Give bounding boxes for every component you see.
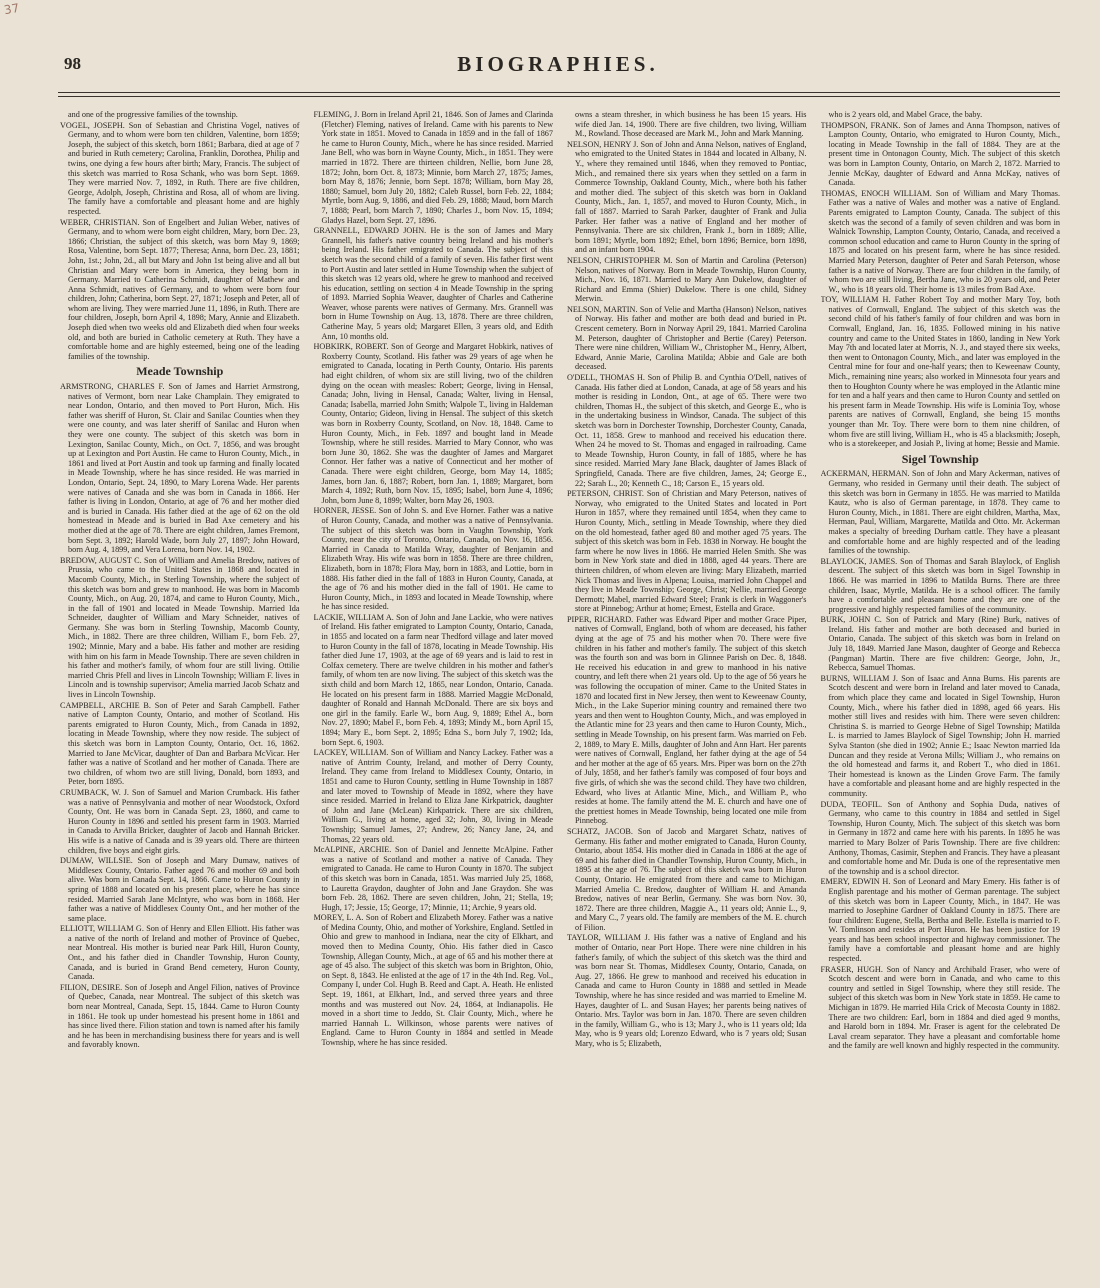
entry-text: Son of Martin and Carolina (Peterson) Nelson, natives of Norway. Born in Meade Township, Huron County, Mich., Nov. 16, 1871. Married to Mary Ann Dukelow, daughter of Richard and Emma (Shier) Dukelow. There is one child, Sidney Merwin.: [575, 255, 807, 304]
entry-name: FRASER, HUGH.: [820, 964, 883, 974]
section-heading: Sigel Township: [901, 451, 979, 466]
entry-name: LACKEY, WILLIAM.: [313, 748, 389, 758]
entry-text: owns a steam thresher, in which business he has been 15 years. His wife died Jan. 14, 1900. There are five children, two living, William M., Rowland. Those deceased are Mark M., John and Mark Manning.: [575, 110, 807, 139]
entry-name: DUMAW, WILLSIE.: [60, 856, 133, 866]
entry-text: Son of Henry and Ellen Elliott. His father was a native of the north of Ireland and mother of Province of Quebec, near Montreal. His mother is buried near Park Hill, Huron County, Ont., and his father died in Chandler Township, Huron County, Canada, and is buried in Grand Bend cemetery, Huron County, Canada.: [68, 924, 300, 982]
entry-text: Son of Philip B. and Cynthia O'Dell, natives of Canada. His father died at London, Canada, at age of 58 years and his mother is residing in London, Ont., at age of 65. There were two children, Thomas H., the subject of this sketch, and George E., who is in the undertaking business in Windsor, Canada. The subject of this sketch was born in Dorchester Township, Dorchester County, Canada, Oct. 11, 1858. Grew to manhood and received his education there. When 24 he moved to St. Thomas and engaged in railroading. Came to Meade Township, Huron County, in fall of 1885, where he has since resided. Married Mary Jane Black, daughter of James Black of Springfield, Canada. There are five children, James, 24; George E., 22; Sarah L., 20; Kenneth C., 18; Carson E., 15 years old.: [575, 373, 807, 488]
biography-entry: [314, 913, 554, 1047]
entry-name: TAYLOR, WILLIAM J.: [567, 933, 650, 943]
entry-name: WEBER, CHRISTIAN.: [60, 217, 140, 227]
entry-name: DUDA, TEOFIL.: [820, 799, 883, 809]
entry-name: LACKIE, WILLIAM A.: [313, 612, 394, 622]
biography-entry: [821, 295, 1061, 449]
entry-name: MOREY, L. A.: [313, 913, 364, 923]
biography-entry: [60, 382, 300, 555]
entry-name: BREDOW, AUGUST C.: [60, 555, 142, 565]
biography-entry: [821, 674, 1061, 799]
entry-text: Son of Anthony and Sophia Duda, natives of Germany, who came to this country in 1884 and settled in Sigel Township, Huron County, Mich. The subject of this sketch was born in Germany in 1872 and came here with his parents. In 1895 he was married to Mary Bolzer of Paris Township. There are five children: Anthony, Thomas, Casimir, Stephen and Francis. They have a pleasant and comfortable home and Mr. Duda is one of the representative men of the township and is a school director.: [828, 799, 1060, 876]
biography-entry: [60, 218, 300, 362]
page-header: [58, 48, 1058, 88]
entry-name: GRANNELL, EDWARD JOHN.: [313, 226, 427, 236]
entry-name: FLEMING, J.: [313, 110, 360, 119]
handwritten-mark: 37: [2, 0, 21, 18]
entry-text: Born in Ireland April 21, 1846. Son of James and Clarinda (Fletcher) Fleming, natives of Ireland. Came with his parents to New York state in 1851. Moved to Canada in 1859 and in the fall of 1867 he came to Huron County, Mich., where he has since resided. Married Jane Bell, who was born in Wayne County, Mich., in 1851. They were married in 1872. There are thirteen children, Nellie, born June 28, 1872; John, born Oct. 8, 1873; Minnie, born March 27, 1875; James, born May 8, 1876; Jennie, born Sept. 1878; William, born May 28, 1880; Samuel, born July 20, 1882; Caleb Russel, born Feb. 22, 1884; Myrtle, born Aug. 9, 1886, and died Feb. 29, 1888; Maud, born March 7, 1888; Pearl, born March 7, 1890; Charles J., born Nov. 15, 1894; Gladys Hazel, born Sept. 27, 1896.: [321, 110, 553, 225]
entry-text: Son of Nancy and Archibald Fraser, who were of Scotch descent and were born in Canada, and who came to this country and settled in Sigel Township, where they still reside. The subject of this sketch was born in New York state in 1859. He came to Michigan in 1879. He married Hila Crick of Mecosta County in 1882. There are two children: Earl, born in 1884 and died aged 9 months, and Harold born in 1894. Mr. Fraser is agent for the celebrated De Laval cream separator. They have a pleasant and comfortable home and the family are well known and highly respected in the community.: [828, 964, 1060, 1051]
biography-entry: [60, 701, 300, 787]
entry-text: Son of William and Amelia Bredow, natives of Prussia, who came to the United States in 1868 and located in Macomb County, Mich., in Sterling Township, where the subject of this sketch was born and grew to manhood. He was born in Macomb County, Mich., on Aug. 20, 1874, and came to Huron County, Mich., in the fall of 1901 and located in Meade Township. Married Ida Schneider, daughter of William and Mary Schneider, natives of Germany. She was born in Sterling Township, Macomb County, Mich., in 1882. There are three children, William F., born Feb. 27, 1902; Minnie, Mary and a babe. His father and mother are residing with him on his farm in Meade Township. There are seven children in his father and mother's family, of whom four are still living. Ottilie married Chris Pfell and lives in Lincoln Township; William F. lives in Lincoln and is township supervisor; Amelia married Jacob Schatz and lives in Lincoln Township.: [68, 555, 300, 700]
biography-entry: [821, 121, 1061, 188]
entry-name: EMERY, EDWIN H.: [820, 877, 891, 887]
entry-name: PETERSON, CHRIST.: [567, 489, 644, 499]
entry-text: Son of Jacob and Margaret Schatz, natives of Germany. His father and mother emigrated to Canada, Huron County, Ontario, about 1854. His mother died in Canada in 1886 at the age of 69 and his father died in Chandler Township, Huron County, Mich., in 1895 at the age of 76. The subject of this sketch was born in Huron County, Ontario. He emigrated from there and came to Michigan. Married Amelia C. Bredow, daughter of William H. and Amanda Bredow, natives of near Berlin, Germany. She was born Nov. 30, 1872. There are three children, Maggie A., 11 years old; Annie L., 9, and Mary C., 7 years old. The family are members of the M. E. church of Filion.: [575, 826, 807, 932]
entry-text: Son of Peter and Sarah Campbell. Father native of Lampton County, Ontario, and mother of Scotland. His parents emigrated to Huron County, Mich., from Canada in 1892, locating in Meade Township, where they now reside. The subject of this sketch was born in Lampton County, Ontario, Oct. 16, 1862. Married to Jane McVicar, daughter of Dan and Barbara McVicar. Her father was a native of Scotland and her mother of Canada. There are two children, of whom two are still living, Donald, born 1893, and Peter, born 1895.: [68, 700, 300, 787]
entry-name: O'DELL, THOMAS H.: [567, 373, 645, 383]
biography-entry: [314, 613, 554, 747]
biography-entry: [821, 110, 1061, 120]
biography-entry: [567, 615, 807, 826]
entry-text: Son of Sebastian and Christina Vogel, natives of Germany, and to whom were born ten children, Valentine, born 1859; Joseph, the subject of this sketch, born 1861; Barbara, died at age of 7 and buried in Ruth cemetery; Carolina, Franklin, Dorothea, Philip and twins, one dying a few hours after birth; Mary, Francis. The subject of this sketch was married to Rosa Schank, who was born Sept. 1869. They were married Nov. 7, 1892, in Ruth. There are five children, George, Adolph, Joseph, Christina and Rosa, all of whom are living. The family have a comfortable and pleasant home and are highly respected.: [68, 120, 300, 216]
entry-name: NELSON, MARTIN.: [567, 304, 638, 314]
biography-entry: [60, 924, 300, 982]
biography-entry: [60, 121, 300, 217]
entry-text: Son of Leonard and Mary Emery. His father is of English parentage and his mother of German parentage. The subject of this sketch was born in Lapeer County, Mich., in 1847. He was married to Josephine Gardner of Oakland County in 1875. There are four children: Eugene, Stella, Bertha and Belle. Estella is married to F. W. Tomlinson and resides at Port Huron. He has been justice for 19 years and has been school inspector and highway commissioner. The family have a comfortable and pleasant home and are highly respected.: [828, 877, 1060, 964]
biography-entry: [314, 342, 554, 505]
biography-entry: [314, 845, 554, 912]
column-3: [567, 110, 807, 1280]
biography-entry: [821, 877, 1061, 963]
biography-entry: [60, 556, 300, 700]
biography-entry: [567, 489, 807, 614]
biography-entry: [821, 557, 1061, 615]
entry-text: Son of John and Mary Ackerman, natives of Germany, who resided in Germany until their death. The subject of this sketch was born in Germany in 1855. He was married to Matilda Kautz, who is also of German parentage, in 1878. They came to Huron County, Mich., in 1881. There are eight children, Martha, Max, Herman, Paul, William, Margarette, Matilda and Otto. Mr. Ackerman makes a specialty of breeding Durham cattle. They have a pleasant and comfortable home and are highly respected and of the leading families of the township.: [828, 469, 1060, 556]
biography-entry: [821, 965, 1061, 1051]
page-number: 98: [64, 54, 81, 73]
entry-name: TOY, WILLIAM H.: [820, 295, 891, 305]
biography-entry: [314, 226, 554, 341]
entry-text: Son of John and Anna Nelson, natives of England, who emigrated to the United States in 1844 and located in Albany, N. Y., where they remained until 1846, when they removed to Pontiac, Mich., and remained there six years when they settled on a farm in Commerce Township, Oakland County, Mich., where both his father and mother died. The subject of this sketch was born in Oakland County, Mich., Jan. 1, 1857, and moved to Huron County, Mich., in fall of 1887. Married to Sarah Parker, daughter of Frank and Julia Parker. Her father was a native of England and her mother of Pennsylvania. There are six children, Frank J., born in 1889; Allie, born 1891; Myrtle, born 1892; Ethel, born 1896; Bernice, born 1898, and an infant born 1904.: [575, 139, 807, 255]
entry-name: NELSON, CHRISTOPHER M.: [567, 255, 673, 265]
entry-text: Son of William and Nancy Lackey. Father was a native of Antrim County, Ireland, and mother of Derry County, Ireland. They came from Ireland to Middlesex County, Ontario, in 1851 and came to Huron County, settling in Hume Township in 1887 and later moved to Township of Meade in 1892, where they have since resided. Married in Ireland to Eliza Jane Kirkpatrick, daughter of John and Jane (McLean) Kirkpatrick. There are six children, William G., living at home, aged 32; John, 30, living in Meade Township; Samuel James, 27; Andrew, 26; Nancy Jane, 24, and Thomas, 22 years old.: [321, 748, 553, 844]
entry-name: ACKERMAN, HERMAN.: [820, 469, 910, 479]
column-2: [314, 110, 554, 1280]
entry-text: Son of Samuel and Marion Crumback. His father was a native of Pennsylvania and mother of near Woodstock, Oxford County, Ont. He was born in Canada Sept. 23, 1860, and came to Huron County in 1896 and settled his present farm in 1903. Married in Canada to Arvilla Bricker, daughter of Jacob and Hannah Bricker. His wife is a native of Canada and is 39 years old. There are thirteen children, five boys and eight girls.: [68, 787, 300, 855]
entry-text: His father was a native of England and his mother of Ontario, near Port Hope. There were nine children in his father's family, of which the subject of this sketch was the third and was born near St. Thomas, Middlesex County, Ontario, Canada, on Aug. 27, 1866. He grew to manhood and received his education in Canada and came to Huron County in 1888 and settled in Meade Township, where he has since resided and was married to Emeline M. Hayes, daughter of L. and Susan Hayes; her parents being natives of Ontario. Mrs. Taylor was born in Jan. 1870. There are seven children in the family, William G., who is 13; Mary J., who is 11 years old; Ida May, who is 9 years old; Lorenzo Edward, who is 7 years old; Susan Mary, who is 5; Elizabeth,: [575, 933, 807, 1048]
biography-entry: [314, 748, 554, 844]
biography-entry: [821, 615, 1061, 673]
biography-entry: [60, 983, 300, 1050]
entry-text: Son of Joseph and Angel Filion, natives of Province of Quebec, Canada, near Montreal. The subject of this sketch was born near Montreal, Canada, Sept. 15, 1844. Came to Huron County in 1861. He took up under homestead his present home in 1861 and has since lived there. Filion station and town is named after his family and he has been in merchandising business there for years and is well and favorably known.: [68, 982, 300, 1050]
entry-text: Son of William and Mary Thomas. Father was a native of Wales and mother was a native of England. Parents emigrated to Lampton County, Canada. The subject of this sketch was the second of a family of seven children and was born in Walnick Township, Lampton County, Ontario, Canada, and received a common school education and came to Huron County in the spring of 1875 and located on his present farm, where he has since resided. Married Mary Peterson, daughter of Peter and Sarah Peterson, whose father is a native of Norway. There are four children in the family, of whom two are still living, Bertha Jane, who is 20 years old, and Peter W., who is 18 years old. Their home is 13 miles from Bad Axe.: [828, 188, 1060, 294]
biography-entry: [60, 110, 300, 120]
entry-name: SCHATZ, JACOB.: [567, 826, 633, 836]
entry-text: Son of Daniel and Jennette McAlpine. Father was a native of Scotland and mother a native of Canada. They emigrated to Canada. He came to Huron County in 1870. The subject of this sketch was born in Canada, 1851. Was married July 25, 1868, to Lauretta Graydon, daughter of John and Jane Graydon. She was born Feb. 28, 1862. There are seven children, John, 21; Stella, 19; Hugh, 17; Jessie, 15; George, 17; Minnie, 11; Archie, 9 years old.: [321, 845, 553, 912]
header-rule-thin: [58, 96, 1060, 97]
entry-text: Son of John S. and Eve Horner. Father was a native of Huron County, Canada, and mother was a native of Pennsylvania. The subject of this sketch was born in Vaughn Township, York County, near the city of Toronto, Ontario, Canada, on Nov. 16, 1856. Married in Canada to Matilda Wray, daughter of Benjamin and Elizabeth Wray. His wife was born in 1858. There are three children, Elizabeth, born in 1878; Flora May, born in 1883, and Lottie, born in 1888. His father died in the fall of 1883 in Huron County, Canada, at the age of 76 and his mother died in the fall of 1901. He came to Huron County, Mich., in 1893 and located in Meade Township, where he has since resided.: [321, 506, 553, 612]
biography-entry: [567, 256, 807, 304]
biography-entry: [60, 856, 300, 923]
entry-name: McALPINE, ARCHIE.: [313, 845, 392, 855]
entry-text: Son of Thomas and Sarah Blaylock, of English descent. The subject of this sketch was born in Sigel Township in 1866. He was married in 1896 to Matilda Burns. There are three children, Isaac, Myrtle, Matilda. He is a school officer. The family have a comfortable and pleasant home and they are one of the progressive and highly respected families of the community.: [828, 556, 1060, 614]
entry-text: Son of Engelbert and Julian Weber, natives of Germany, and to whom were born eight children, Mary, born Dec. 23, 1866; Christian, the subject of this sketch, was born May 9, 1869; Rosa, Valentine, born Sept. 1877; Theresa; Anna, born Dec. 23, 1881; John, 1st.; John, 2d., all but Mary and John 1st being alive and all but Christian and Mary were born in America, they being born in Germany. Married to Catherina Schmidt, daughter of Mathew and Anna Schmidt, natives of Germany, and to whom were born four children, John; Catherina, born Sept. 27, 1871; Joseph and Peter, all of whom are living. They were married June 11, 1896, in Ruth. There are four children, Joseph, born April 4, 1898; Mary, Annie and Elizabeth. Joseph died when two weeks old and Elizabeth died when four weeks old, and both are buried in Catholic cemetery at Ruth. They have a comfortable home and are highly esteemed, being one of the leading families of the township.: [68, 217, 300, 361]
entry-name: THOMAS, ENOCH WILLIAM.: [820, 188, 932, 198]
biography-entry: [821, 189, 1061, 295]
biography-entry: [567, 140, 807, 255]
entry-text: Son of Robert and Elizabeth Morey. Father was a native of Medina County, Ohio, and mother of Yorkshire, England. Settled in Ohio and grew to manhood in Indiana, near the city of Elkhart, and moved then to Medina County, Ohio. His father died in Casco Township, Allegan County, Mich., at age of 65 and his mother there at age of 45 also. The subject of this sketch was born in Brighton, Ohio, on Sept. 8, 1843. He enlisted at the age of 17 in the 4th Ind. Reg. Vol., Company I, under Col. Hugh B. Reed and Capt. A. Heath. He enlisted Sept. 19, 1861, at Elkhart, Ind., and served three years and three months and was mustered out Nov. 24, 1864, at Indianapolis. He moved in a short time to Jeddo, St. Clair County, Mich., where he married Hannah L. Wilkinson, whose parents were natives of England. Came to Huron County in 1884 and settled in Meade Township, where he has since resided.: [321, 913, 553, 1047]
entry-text: Son of James and Anna Thompson, natives of Lampton County, Ontario, who emigrated to Huron County, Mich., locating in Meade Township in the fall of 1884. They are at the present time in Ontonagon County, Mich. The subject of this sketch was born in Lampton County, Ontario, on March 2, 1872. Married to Jennie McKay, daughter of Edward and Anna McKay, natives of Canada.: [828, 120, 1060, 188]
biography-entry: [567, 110, 807, 139]
entry-text: Son of Patrick and Mary (Rine) Burk, natives of Ireland. His father and mother are both deceased and buried in Ontario, Canada. The subject of this sketch was born in Ireland on July 18, 1849. Married Jane Mason, daughter of George and Rebecca (Pangman) Martin. There are five children: George, John, Jr., Rebecca, Samuel Thomas.: [828, 615, 1060, 673]
entry-name: NELSON, HENRY J.: [567, 139, 639, 149]
entry-text: Son of George and Margaret Hobkirk, natives of Roxberry County, Scotland. His father was 29 years of age when he emigrated to Canada, locating in Perth County, Ontario. His parents had eight children, of whom six are still living, two of the children dying on the ocean with measles: Robert; George, living in Hensal, Canada; John, living in Hensal, Canada; Walter, living in Hensal, Canada; Isabella, married John Smith; Walpole T., living in Haldeman County, Ontario; Gideon, living in Hensal. The subject of this sketch was born in Roxberry County, Scotland, on Nov. 18, 1848. Came to Huron County, Mich., in Feb. 1897 and bought land in Meade Township, where he still resides. Married to Mary Connor, who was born June 30, 1862. She was the daughter of James and Margaret Connor. Her father was a native of Connecticut and her mother of Canada. There were eight children, George, born May 14, 1885; James, born Jan. 6, 1887; Robert, born Jan. 1, 1889; Margaret, born March 4, 1892; Ruth, born Nov. 15, 1895; Isabel, born June 4, 1896; John, born June 8, 1899; Walter, born May 26, 1903.: [321, 342, 553, 505]
entry-name: CRUMBACK, W. J.: [60, 787, 129, 797]
entry-name: THOMPSON, FRANK.: [820, 120, 901, 130]
entry-text: He is the son of James and Mary Grannell, his father's native country being Ireland and his mother's being Ireland. His father emigrated to Canada. The subject of this sketch was the second child of a family of seven. His father first went to Port Austin and later settled in Hume Township when the subject of this sketch was 12 years old, where he grew to manhood and received his education, settling on section 4 in Meade Township in the spring of 1893. Married Sophia Weaver, daughter of Charles and Catherine Weaver, whose parents were natives of Germany. Mrs. Grannell was born in Hume Township on Aug. 13, 1878. There are three children, Catherine May, 5 years old; Margaret Ellen, 3 years old, and Edith Ann, 10 months old.: [321, 226, 553, 341]
entry-name: VOGEL, JOSEPH.: [60, 120, 125, 130]
entry-text: Son of Christian and Mary Peterson, natives of Norway, who emigrated to the United States and located in Port Huron in 1857, where they remained until 1854, when they came to Huron County, Mich., settling in Meade Township, where they died on the old homestead, father aged 80 and mother aged 75 years. The subject of this sketch was born in Feb. 1838 in Norway. He bought the farm where he now lives in 1866. He married Helen Smith. She was born in New York state and died in 1888, aged 44 years. There are thirteen children, of whom eleven are living: Mary Elizabeth, married Nick Thomas and lives in Alpena; Louisa, married John Chappel and they live in Meade Township; George, Christ; Nellie, married George Dermott; Mabel, married Edward Steel; Frank is clerk in Waggoner's store at Pinnebog; Arthur at home; Ernest, Estella and Grace.: [575, 489, 807, 614]
page-title: BIOGRAPHIES.: [457, 52, 659, 76]
entry-text: Son of John and Jane Lackie, who were natives of Ireland. His father emigrated to Lampton County, Ontario, Canada, in 1855 and located on a farm near Thedford village and later moved to Huron County in the fall of 1878, locating in Meade Township. His father died June 17, 1903, at the age of 69 years and is laid to rest in Colfax cemetery. There are twelve children in his mother and father's family, of whom ten are now living. The subject of this sketch was the sixth child and born March 12, 1865, near London, Ontario, Canada. He located on his present farm in 1888. Married Maggie McDonald, daughter of Ronald and Hannah McDonald. There are six boys and one girl in the family. Earle W., born Aug. 9, 1889; Ethel A., born Nov. 27, 1890; Mabel F., born Feb. 4, 1893; Mindy M., born April 15, 1894; Mary E., born Sept. 2, 1895; Edna S., born July 7, 1902; Ida, born Sept. 6, 1903.: [321, 612, 553, 747]
entry-name: ARMSTRONG, CHARLES F.: [60, 382, 165, 392]
entry-text: Son of Joseph and Mary Dumaw, natives of Middlesex County, Ontario. Father aged 76 and mother 69 and both alive. Was born in Canada Sept. 14, 1866. Came to Huron County in spring of 1888 and located on his present place, where he has since resided. Married Sarah Jane McIntyre, who was born in 1868. Her father was a native of Middlesex County Ont., and her mother of the same place.: [68, 856, 300, 923]
biography-entry: [314, 110, 554, 225]
column-4: [821, 110, 1061, 1280]
column-1: [60, 110, 300, 1280]
entry-text: Father was Edward Piper and mother Grace Piper, natives of Cornwall, England, both of whom are deceased, his father dying at the age of 75 and his mother when 70. There were five children in his father and mother's family. The subject of this sketch was the fourth son and was born in Glinnee Parish on Dec. 8, 1848. He received his education in and grew to manhood in his native country, and left there when 21 years old. Up to the age of 56 years he was following the occupation of miner. Came to the United States in 1870 and located first in New Jersey, then went to Keweenaw County, Mich., in the Lake Superior mining country and remained there two years and then went to Houghton County, Mich., and was employed in the Atlantic mine for 23 years and then came to Huron County, Mich., settling in Meade Township, on his present farm. Was married on Feb. 2, 1889, to Mary E. Mills, daughter of John and Ann Hart. Her parents were natives of Cornwall, England, her father dying at the age of 54 and her mother at the age of 65 years. Mrs. Piper was born on the 27th of July, 1858, and her father's family was composed of four boys and five girls, of which she was the second child. They have two children, Edward, who lives at Atlantic Mine, Mich., and William P., who resides at home. The family attend the M. E. church and have one of the prettiest homes in Meade Township, being located one mile from Pinnebog.: [575, 614, 807, 826]
biography-entry: [567, 373, 807, 488]
entry-text: Son of Velie and Martha (Hanson) Nelson, natives of Norway. His father and mother are both dead and buried in Pt. Crescent cemetery. Born in Norway April 29, 1841. Married Carolina M. Peterson, daughter of Christopher and Bertie (Carey) Peterson. There were nine children, William W., Christopher M., Henry, Albert, Edward, Annie Marie, Carolina Matilda; Abbie and Gale are both deceased.: [575, 304, 807, 372]
biography-entry: [821, 800, 1061, 877]
entry-name: HORNER, JESSE.: [313, 506, 377, 516]
section-heading: Meade Township: [136, 364, 224, 379]
entry-name: ELLIOTT, WILLIAM G.: [60, 924, 144, 934]
entry-name: BURNS, WILLIAM J.: [820, 673, 898, 683]
entry-name: FILION, DESIRE.: [60, 982, 123, 992]
header-rule: [58, 92, 1060, 93]
entry-name: HOBKIRK, ROBERT.: [313, 342, 389, 352]
entry-name: PIPER, RICHARD.: [567, 614, 634, 624]
entry-text: who is 2 years old, and Mabel Grace, the baby.: [828, 110, 983, 119]
biography-entry: [314, 506, 554, 612]
entry-text: Son of Isaac and Anna Burns. His parents are Scotch descent and were born in Ireland and later moved to Canada, from which place they came and located in Sigel Township, Huron County, Mich., where his father died in 1898, aged 66 years. His mother still lives and resides with him. There were seven children: Christina S. is married to George Hebne of Sigel Township; Matilda L. is married to James Blaylock of Sigel Township; John H. married Sylva Stanton (she died in 1902; Annie E.; Isaac Newton married Ida Duncan and they reside at Verona Mills; William J., who remains on the old homestead and farms it, and Robert T., who died in 1861. Their homestead is known as the Linden Grove Farm. The family have a comfortable and pleasant home and are highly respected in the community.: [828, 673, 1060, 798]
entry-text: and one of the progressive families of the township.: [68, 110, 238, 119]
entry-name: CAMPBELL, ARCHIE B.: [60, 700, 151, 710]
text-columns: [60, 110, 1060, 1280]
biography-entry: [567, 933, 807, 1048]
biography-entry: [567, 305, 807, 372]
biography-entry: [821, 469, 1061, 555]
biography-entry: [60, 788, 300, 855]
entry-name: BLAYLOCK, JAMES.: [820, 556, 898, 566]
biography-entry: [567, 827, 807, 933]
entry-name: BURK, JOHN C.: [820, 615, 882, 625]
entry-text: Son of James and Harriet Armstrong, natives of Vermont, born near Lake Champlain. They emigrated to near London, Ontario, and then moved to Port Huron, Mich. His father was sheriff of Huron, St. Clair and Sanilac Counties when they were one county, and was later sheriff of Sanilac and Huron when they were one county. The subject of this sketch was born in Lexington, Sanilac County, Mich., on Oct. 7, 1856, and was brought up at Lexington and Port Austin. He came to Huron County, Mich., in 1861 and lived at Port Austin and took up farming and finally located in Meade Township, where he has since resided. He was married in London, Ontario, Sept. 24, 1890, to Mary Lorena Wade. Her parents were natives of Canada and she was born in Canada in 1866. Her father is living in London, Ontario, at age of 76 and her mother died and is buried in Canada. His father died at the age of 62 on the old homestead in Meade and is buried in Bad Axe cemetery and his mother died at the age of 78. There are eight children, James Fremont, born Sept. 3, 1892; Harold Wade, born July 27, 1897; John Howard, born Aug. 4, 1899, and Vera Lorena, born Nov. 14, 1902.: [68, 382, 300, 555]
entry-text: Father Robert Toy and mother Mary Toy, both natives of Cornwall, England. The subject of this sketch was the second child of his father's family of four children and was born in Cornwall, England, Jan. 16, 1835. Followed mining in his native country and came to the United States in 1860, landing in New York May 7th and located later at Morris, N. J., and stayed there six weeks, then went to Ontonagon County, Mich., and later was employed in the Central mine for four and one-half years; then to Keweenaw County, Mich., remaining nine years; also worked in Minnesota four years and then to Houghton County where he was employed in the Atlantic mine for ten and a half years and then came to Huron County and settled on his present farm in Meade Township. His wife is Lominia Toy, whose parents are natives of Cornwall, England, she being 15 months younger than Mr. Toy. There were born to them nine children, of whom five are still living, William H., who is 45 a blacksmith; Joseph, who is a storekeeper, and Josiah P., living at home; Bessie and Mamie.: [828, 295, 1060, 449]
